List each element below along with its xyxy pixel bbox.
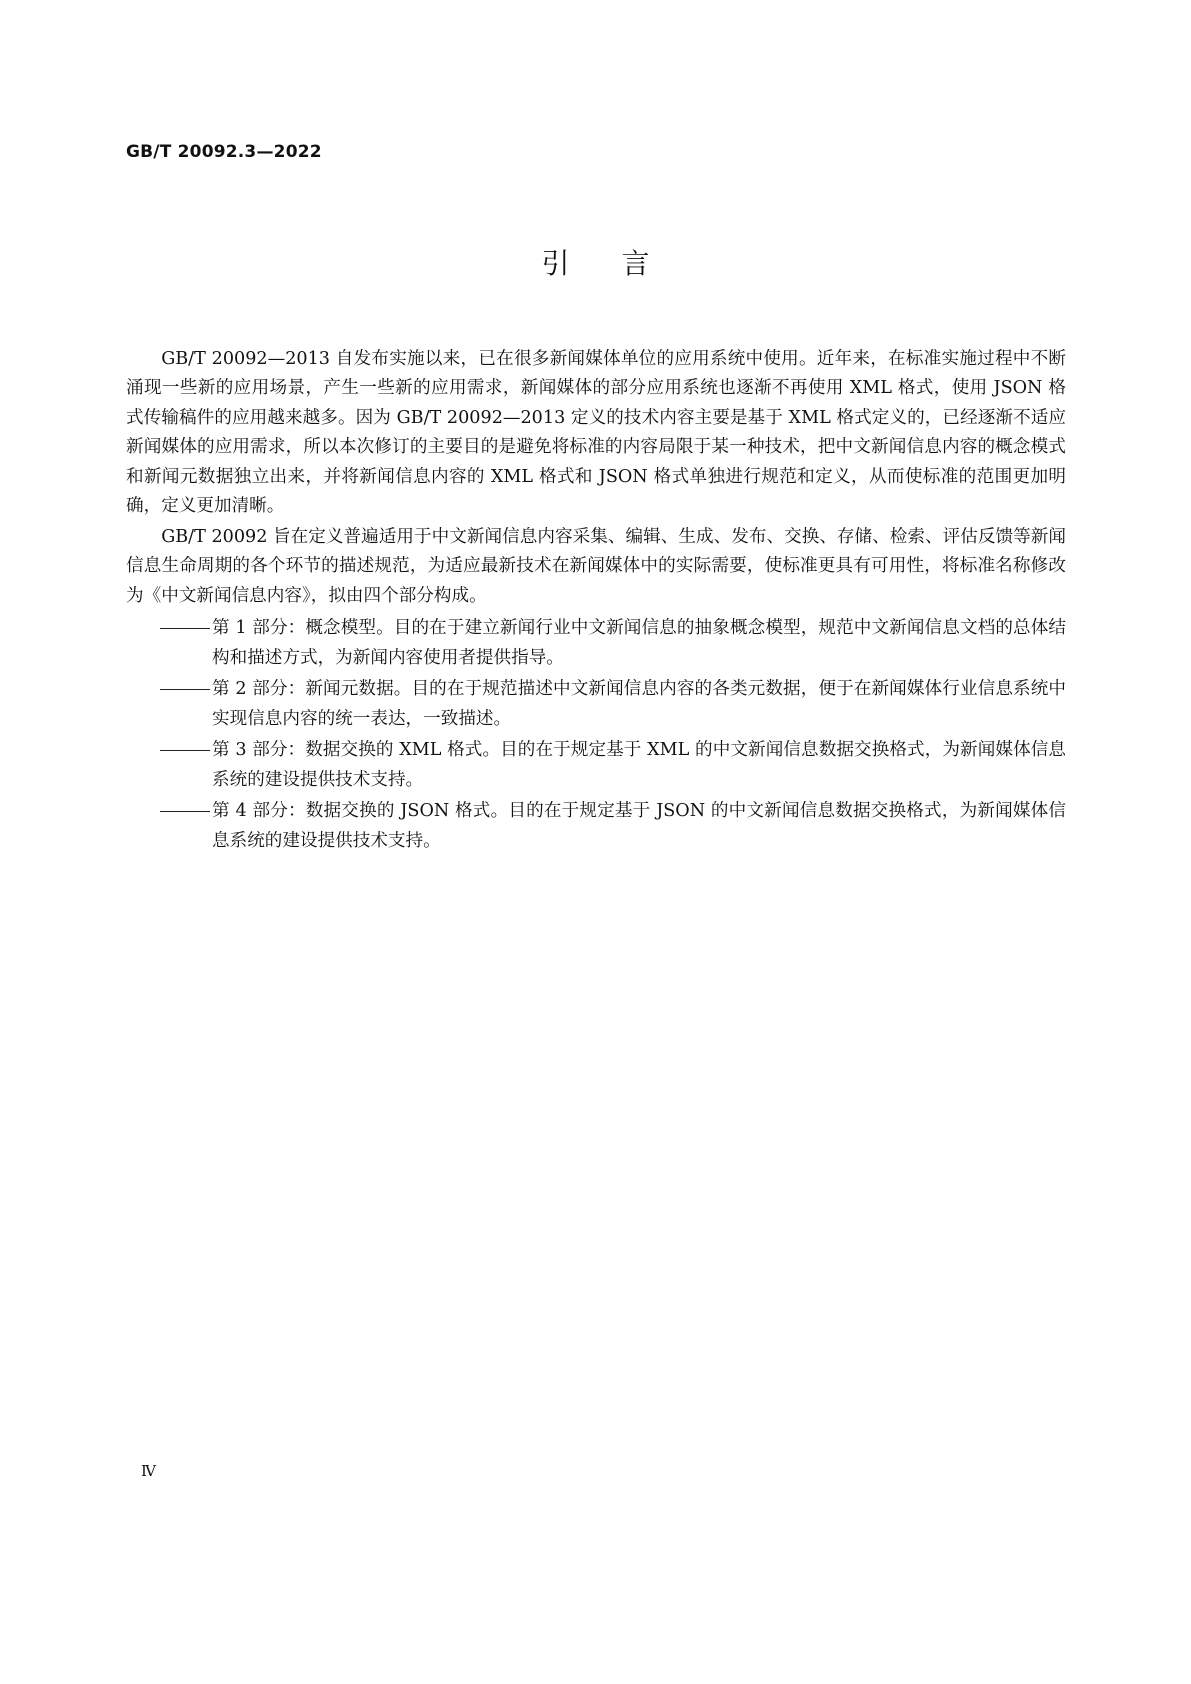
list-item-text: 第 2 部分：新闻元数据。目的在于规范描述中文新闻信息内容的各类元数据，便于在新闻媒体行业信息系统中实现信息内容的统一表达，一致描述。	[212, 678, 1066, 730]
list-item	[126, 674, 1066, 735]
list-item	[126, 796, 1066, 857]
list-item	[126, 613, 1066, 674]
list-item-text: 第 3 部分：数据交换的 XML 格式。目的在于规定基于 XML 的中文新闻信息数据交换格式，为新闻媒体信息系统的建设提供技术支持。	[212, 739, 1066, 791]
page-number: Ⅳ	[141, 1462, 156, 1480]
list-item	[126, 735, 1066, 796]
list-item-text: 第 4 部分：数据交换的 JSON 格式。目的在于规定基于 JSON 的中文新闻信息数据交换格式，为新闻媒体信息系统的建设提供技术支持。	[212, 800, 1066, 852]
paragraph: GB/T 20092 旨在定义普遍适用于中文新闻信息内容采集、编辑、生成、发布、交换、存储、检索、评估反馈等新闻信息生命周期的各个环节的描述规范，为适应最新技术在新闻媒体中的实际需要，使标准更具有可用性，将标准名称修改为《中文新闻信息内容》，拟由四个部分构成。	[126, 526, 1066, 606]
standard-code: GB/T 20092.3—2022	[126, 142, 322, 162]
introduction-body	[126, 345, 1066, 857]
paragraph: GB/T 20092—2013 自发布实施以来，已在很多新闻媒体单位的应用系统中使用。近年来，在标准实施过程中不断涌现一些新的应用场景，产生一些新的应用需求，新闻媒体的部分应用系统也逐渐不再使用 XML 格式，使用 JSON 格式传输稿件的应用越来越多。因为 GB/T 20092—2013 定义的技术内容主要是基于 XML 格式定义的，已经逐渐不适应新闻媒体的应用需求，所以本次修订的主要目的是避免将标准的内容局限于某一种技术，把中文新闻信息内容的概念模式和新闻元数据独立出来，并将新闻信息内容的 XML 格式和 JSON 格式单独进行规范和定义，从而使标准的范围更加明确，定义更加清晰。	[126, 349, 1066, 517]
section-title: 引言	[541, 247, 702, 280]
list-item-text: 第 1 部分：概念模型。目的在于建立新闻行业中文新闻信息的抽象概念模型，规范中文新闻信息文档的总体结构和描述方式，为新闻内容使用者提供指导。	[212, 617, 1066, 669]
